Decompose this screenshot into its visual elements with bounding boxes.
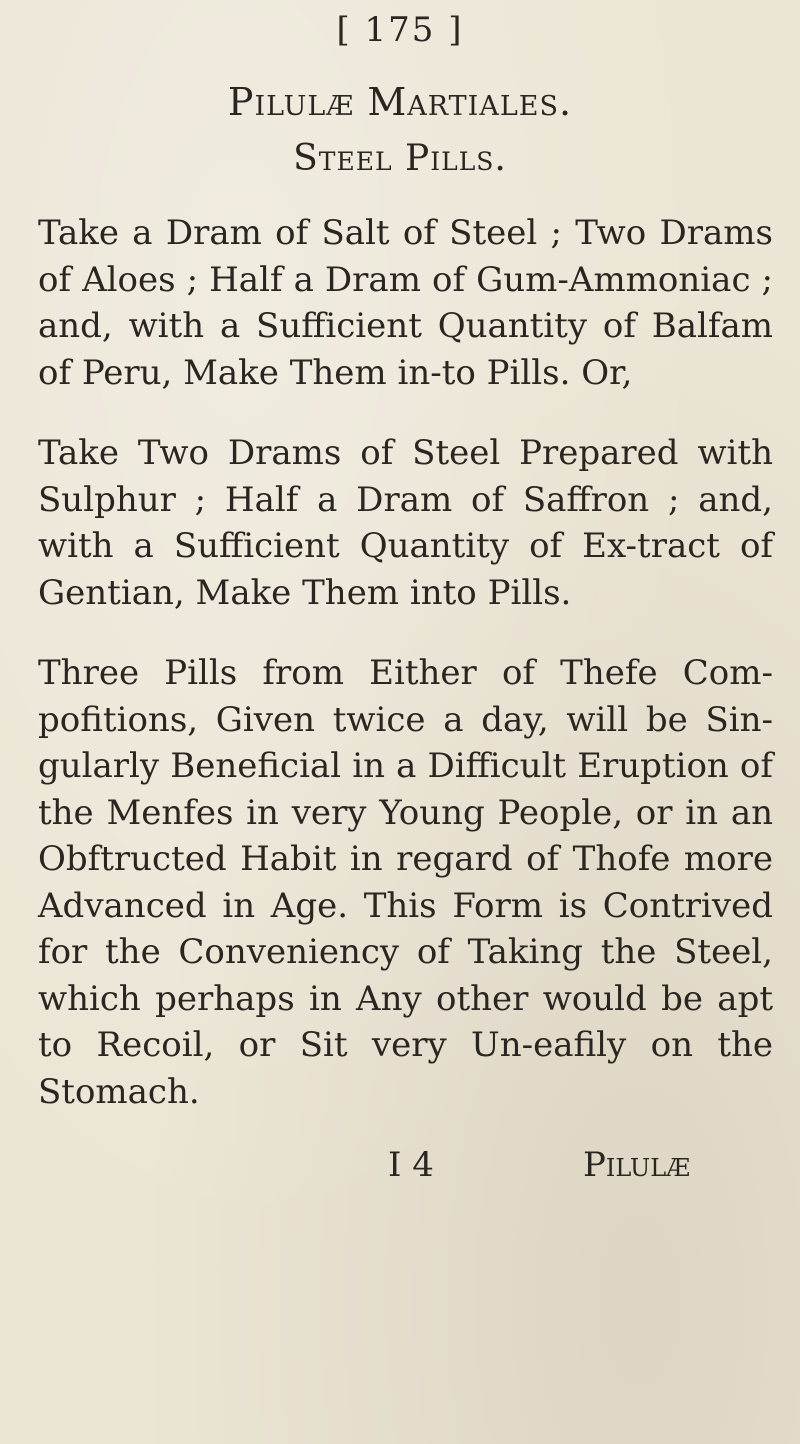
page-number: [ 175 ] bbox=[336, 10, 464, 50]
usage-paragraph: Three Pills from Either of Thefe Com-pofitions, Given twice a day, will be Sin-gularly Beneficial in a Difficult Eruption of the Menfes in very Young People, or in an Obftructed Habit in regard of Thofe more Advanced in Age. This Form is Contrived for the Conveniency of Taking the Steel, which perhaps in Any other would be apt to Recoil, or Sit very Un-eafily on the Stomach. bbox=[38, 653, 773, 1112]
catchword: Pilulæ bbox=[583, 1145, 691, 1185]
recipe-paragraph-1: Take a Dram of Salt of Steel ; Two Drams of Aloes ; Half a Dram of Gum-Ammoniac ; and, with a Sufficient Quantity of Balfam of Peru, Make Them in-to Pills. Or, bbox=[38, 213, 773, 393]
section-subtitle: Steel Pills. bbox=[293, 138, 507, 179]
signature-mark: I 4 bbox=[388, 1145, 434, 1185]
section-title: Pilulæ Martiales. bbox=[227, 80, 573, 124]
recipe-paragraph-2: Take Two Drams of Steel Prepared with Sulphur ; Half a Dram of Saffron ; and, with a Sufficient Quantity of Ex-tract of Gentian, Make Them into Pills. bbox=[38, 433, 773, 613]
